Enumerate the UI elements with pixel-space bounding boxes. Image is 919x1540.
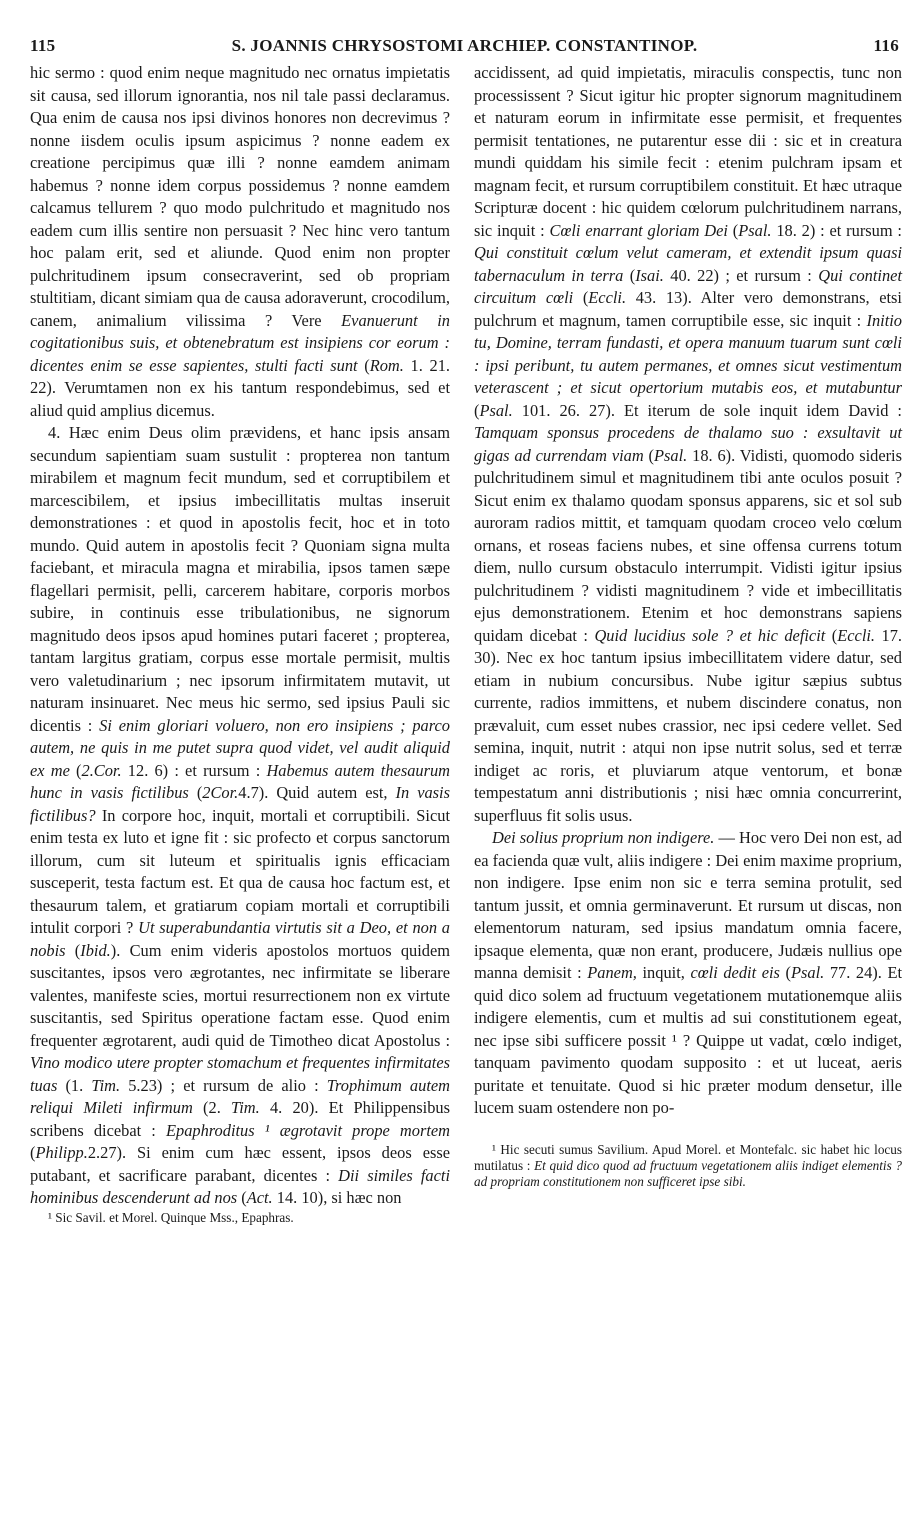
italic-run: In vasis fictilibus? xyxy=(30,783,450,825)
text-run: ( xyxy=(30,1143,36,1162)
right-paragraph-2 xyxy=(474,827,902,1120)
italic-run: Psal. xyxy=(479,400,513,420)
italic-run: Initio tu, Domine, terram fundasti, et opera manuum tuarum sunt cœli : ipsi peribunt, tu autem permanes, et omnes sicut vestimentum veterascent ; et sicut opertorium mutabis eos, et mutabuntur xyxy=(474,310,902,397)
text-run: ( xyxy=(727,220,739,240)
text-run: ( xyxy=(188,783,203,802)
running-title: S. JOANNIS CHRYSOSTOMI ARCHIEP. CONSTANTINOP. xyxy=(231,36,698,55)
italic-run: Ibid. xyxy=(80,940,111,960)
text-run: 5.23) ; et rursum de alio : xyxy=(120,1075,327,1095)
italic-run: Eccli. xyxy=(837,625,876,645)
right-footnote-italic: Et quid dico quod ad fructuum vegetationem aliis indiget elementis ? ad propriam constitutionem non sufficeret ipse sibi. xyxy=(474,1157,902,1189)
left-paragraph-1 xyxy=(30,62,450,422)
text-run: ( xyxy=(65,940,81,960)
right-paragraph-1 xyxy=(474,62,902,827)
text-run: ( xyxy=(357,355,370,375)
text-run: 12. 6) : et rursum : xyxy=(121,760,267,780)
italic-run: Trophimum autem reliqui Mileti infirmum xyxy=(30,1075,450,1117)
text-run: 4.7). Quid autem est, xyxy=(238,783,396,802)
right-footnote xyxy=(474,1142,902,1190)
text-run: inquit, xyxy=(636,963,691,982)
italic-run: Dei solius proprium non indigere. xyxy=(492,828,715,847)
text-run: 17. 30). Nec ex hoc tantum ipsius imbecillitatem videre datur, sed etiam in nubium concursibus. Nube igitur sæpius subtus currente, radios immittens, et nubem discindere conatus, non prævaluit, cum esset nubes crassior, nec ipsi cedere vellet. Sed semina, inquit, nutrit : atqui non ipse nutrit solus, sed et terræ indiget ac roris, et pluviarum atque ventorum, et bonæ tempestatum anni distributionis ; nisi hæc omnia concurrerint, superfluus fit solis usus. xyxy=(474,625,902,825)
italic-run: Ut superabundantia virtutis sit a Deo, et non a nobis xyxy=(30,918,451,960)
italic-run: Psal. xyxy=(654,445,688,465)
page-number-left: 115 xyxy=(30,36,56,55)
italic-run: Habemus autem thesaurum hunc in vasis fictilibus xyxy=(30,760,451,802)
running-head xyxy=(30,36,899,60)
right-column xyxy=(474,62,902,1190)
text-run: (2. xyxy=(192,1098,232,1117)
italic-run: Panem, xyxy=(587,963,637,982)
italic-run: Philipp. xyxy=(35,1143,88,1162)
text-run: accidissent, ad quid impietatis, miraculis conspectis, tunc non processissent ? Sicut igitur hic propter signorum magnitudinem et naturam eorum in infirmitate esse permisit, et frequentes permisit tentationes, ne putarentur esse dii : sic et in creatura mundi quiddam his simile fecit : etenim pulchram ipsam et magnam fecit, et rursum corruptibilem constituit. Et hæc utraque Scripturæ docent : hic quidem cœlorum pulchritudinem narrans, sic inquit : xyxy=(474,63,902,240)
text-run: In corpore hoc, inquit, mortali et corruptibili. Sicut enim testa ex luto et igne fit : sic profecto et corpus sanctorum illorum, cum sit luteum et spiritualis ignis efficaciam susceperit, testa factum est. Et qua de causa hoc factum est, et thesaurum talem, et gratiarum copiam mortali et corruptibili intulit corpori ? xyxy=(30,805,450,937)
text-run: ( xyxy=(779,963,791,982)
text-run: 1. 21. 22). Verumtamen non ex his tantum respondebimus, sed et aliud quid amplius dicemus. xyxy=(30,355,450,420)
italic-run: Qui continet circuitum cœli xyxy=(474,265,902,307)
italic-run: Psal. xyxy=(738,220,772,240)
text-run: 101. 26. 27). Et iterum de sole inquit idem David : xyxy=(512,400,902,420)
text-run: ( xyxy=(474,400,480,420)
text-run: ( xyxy=(573,288,589,307)
italic-run: Rom. xyxy=(369,355,404,375)
text-run: 40. 22) ; et rursum : xyxy=(663,265,819,285)
left-column xyxy=(30,62,450,1226)
text-run: 14. 10), si hæc non xyxy=(272,1188,402,1207)
italic-run: 2Cor. xyxy=(202,783,239,802)
text-run: hic sermo : quod enim neque magnitudo nec ornatus impietatis sit causa, sed illorum ignorantia, nos nil tale passi declaramus. Qua enim de causa nos ipsi divinos honores non decrevimus ? nonne iisdem oculis ipsum aspicimus ? nonne eadem ex creatione percipimus quæ illi ? nonne eamdem animam habemus ? nonne idem corpus possidemus ? nonne eamdem calcamus tellurem ? quo modo pulchritudo et magnitudo nos eadem cum illis sentire non persuasit ? Nec hinc vero tantum hoc palam erit, sed et aliunde. Quod enim non propter pulchritudinem ipsum consecraverint, sed ob propriam stultitiam, dicant simiam qua de causa adoraverunt, crocodilum, canem, animalium vilissima ? Vere xyxy=(30,63,450,330)
text-run: 2.27). Si enim cum hæc essent, ipsos deos esse putabant, et sacrificare parabant, dicentes : xyxy=(30,1143,450,1185)
italic-run: Psal. xyxy=(790,963,825,982)
text-run: ( xyxy=(643,445,655,465)
footnote-separator xyxy=(474,1120,902,1142)
text-run: 77. 24). Et quid dico solem ad fructuum vegetationem mutationemque aliis indigere elementis, cum et multis ad sui constitutionem egeat, nec ipse sibi sufficere possit ¹ ? Quippe ut vadat, cœlo indiget, tanquam pavimento quodam supposito : et ut luceat, aeris puritate et tenuitate. Quod si hic præter modum densetur, ille lucem suam ostendere non po- xyxy=(474,963,903,1117)
text-run: 18. 2) : et rursum : xyxy=(771,220,902,240)
text-run: 43. 13). Alter vero demonstrans, etsi pulchrum et magnum, tamen corruptibile esse, sic inquit : xyxy=(474,288,902,330)
text-run: 4. 20). Et Philippensibus scribens dicebat : xyxy=(30,1098,450,1140)
text-run: 4. Hæc enim Deus olim prævidens, et hanc ipsis ansam secundum sapientiam suam sustulit : propterea non tantum mirabilem et magnum fecit mundum, sed et corruptibilem et marcescibilem, et ipsius imbecillitatis multas inseruit demonstrationes : et quod in apostolis fecit, hoc et in toto mundo. Quid autem in apostolis fecit ? Quoniam signa multa faciebant, et miracula magna et mirabilia, ipsos tamen sæpe flagellari permisit, pelli, carcerem habitare, corporis morbos subire, in continuis esse tribulationibus, ne signorum magnitudo deos ipsos apud homines putari faceret ; propterea, tantam largitus gratiam, corpus esse mortale permisit, multis vero valetudinarium ; nec ipsorum infirmitatem mutavit, ut naturam insinuaret. Nec meus hic sermo, sed ipsius Pauli sic dicentis : xyxy=(30,423,450,735)
text-run: ( xyxy=(623,265,636,285)
italic-run: Quid lucidius sole ? et hic deficit xyxy=(594,625,826,645)
italic-run: Vino modico utere propter stomachum et frequentes infirmitates tuas xyxy=(30,1053,450,1095)
text-run: ( xyxy=(825,625,838,645)
italic-run: Tim. xyxy=(91,1075,121,1095)
italic-run: Cœli enarrant gloriam Dei xyxy=(549,220,728,240)
page-number-right: 116 xyxy=(873,36,899,55)
text-run: 18. 6). Vidisti, quomodo sideris pulchritudinem simul et magnitudinem tibi ante oculos posuit ? Sicut enim ex thalamo quodam sponsus apparens, sic et sol sub auroram radios mittit, et tamquam quodam croceo velo cœlum ornans, et roseas faciens nubes, et sine offensa currens totum diem, nullo cursum obstaculo interrumpit. Vidisti igitur ipsius pulchritudinem ? vidisti magnitudinem ? vide et imbecillitatis ejus demonstrationem. Etenim et hoc demonstrans sapiens quidam dicebat : xyxy=(474,445,902,645)
italic-run: cœli dedit eis xyxy=(690,963,780,982)
italic-run: Evanuerunt in cogitationibus suis, et obtenebratum est insipiens cor eorum : dicentes enim se esse sapientes, stulti facti sunt xyxy=(30,310,450,375)
right-footnote-text: ¹ Hic secuti sumus Savilium. Apud Morel. et Montefalc. sic habet hic locus mutilatus : xyxy=(474,1141,902,1173)
italic-run: Si enim gloriari voluero, non ero insipiens ; parco autem, ne quis in me putet supra quod videt, vel audit aliquid ex me xyxy=(30,715,450,780)
text-run: — Hoc vero Dei non est, ad ea facienda quæ vult, aliis indigere : Dei enim maxime proprium, non indigere. Ipse enim non sic e terra semina protulit, sed tantum jussit, et omnia germinaverunt. Et rursum ut discas, non elementorum naturam, sed ipsius mandatum omnia facere, ipsaque elementa, quæ non erant, producere, Judæis nullius ope manna demisit : xyxy=(474,828,902,982)
italic-run: 2.Cor. xyxy=(81,760,122,780)
text-run: (1. xyxy=(57,1075,92,1095)
italic-run: Qui constituit cœlum velut cameram, et extendit ipsum quasi tabernaculum in terra xyxy=(474,243,902,285)
text-run: ( xyxy=(237,1188,247,1207)
italic-run: Eccli. xyxy=(588,288,627,307)
text-run: ( xyxy=(69,760,82,780)
italic-run: Tamquam sponsus procedens de thalamo suo : exsultavit ut gigas ad currendam viam xyxy=(474,423,902,465)
italic-run: Epaphroditus ¹ ægrotavit prope mortem xyxy=(165,1120,450,1140)
left-footnote: ¹ Sic Savil. et Morel. Quinque Mss., Epaphras. xyxy=(48,1209,294,1225)
italic-run: Act. xyxy=(246,1188,273,1207)
italic-run: Tim. xyxy=(231,1098,260,1117)
text-run: ). Cum enim videris apostolos mortuos quidem suscitantes, ipsos vero ægrotantes, nec infirmitate se liberare valentes, manifeste scies, mortui resurrectionem non ex virtute suscitantis, sed Spiritus operatione factam esse. Quod enim frequenter ægrotarent, audi quid de Timotheo dicat Apostolus : xyxy=(30,940,450,1050)
italic-run: Dii similes facti hominibus descenderunt ad nos xyxy=(30,1165,450,1207)
italic-run: Isai. xyxy=(635,265,664,285)
left-paragraph-2 xyxy=(30,422,450,1210)
